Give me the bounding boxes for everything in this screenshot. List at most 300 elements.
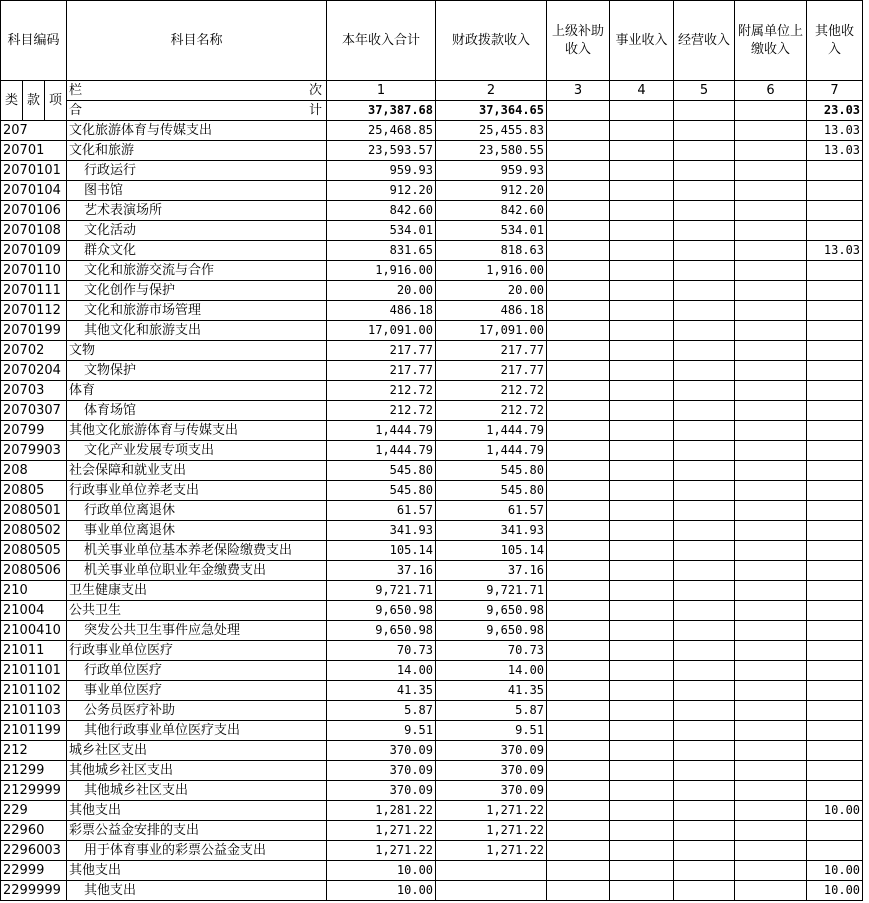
row-other — [807, 341, 863, 361]
row-fiscal: 61.57 — [436, 501, 547, 521]
row-operating — [674, 161, 735, 181]
row-subsidy — [547, 361, 610, 381]
row-code: 2070112 — [1, 301, 67, 321]
row-subsidy — [547, 121, 610, 141]
row-affiliate — [735, 461, 807, 481]
row-total: 1,281.22 — [327, 801, 436, 821]
row-code: 2101102 — [1, 681, 67, 701]
row-code: 2070101 — [1, 161, 67, 181]
row-affiliate — [735, 801, 807, 821]
row-total: 545.80 — [327, 481, 436, 501]
row-operating — [674, 601, 735, 621]
row-name: 事业单位离退休 — [67, 521, 327, 541]
row-fiscal — [436, 861, 547, 881]
row-subsidy — [547, 381, 610, 401]
table-row — [1, 721, 863, 741]
row-name: 用于体育事业的彩票公益金支出 — [67, 841, 327, 861]
row-operating — [674, 701, 735, 721]
row-fiscal: 41.35 — [436, 681, 547, 701]
row-subsidy — [547, 161, 610, 181]
row-fiscal: 1,271.22 — [436, 821, 547, 841]
row-name: 公务员医疗补助 — [67, 701, 327, 721]
row-subsidy — [547, 781, 610, 801]
row-other — [807, 221, 863, 241]
row-name: 文化创作与保护 — [67, 281, 327, 301]
header-name: 科目名称 — [67, 1, 327, 81]
row-operating — [674, 661, 735, 681]
row-operating — [674, 721, 735, 741]
row-fiscal: 9,650.98 — [436, 601, 547, 621]
row-operating — [674, 401, 735, 421]
row-total: 486.18 — [327, 301, 436, 321]
row-affiliate — [735, 621, 807, 641]
row-name: 其他城乡社区支出 — [67, 781, 327, 801]
row-affiliate — [735, 741, 807, 761]
row-name: 其他行政事业单位医疗支出 — [67, 721, 327, 741]
row-other — [807, 321, 863, 341]
row-subsidy — [547, 281, 610, 301]
row-total: 10.00 — [327, 861, 436, 881]
table-row — [1, 201, 863, 221]
row-fiscal: 212.72 — [436, 401, 547, 421]
row-operating — [674, 741, 735, 761]
table-row — [1, 361, 863, 381]
row-other: 13.03 — [807, 121, 863, 141]
row-business — [610, 141, 674, 161]
row-other — [807, 181, 863, 201]
row-affiliate — [735, 261, 807, 281]
row-fiscal: 14.00 — [436, 661, 547, 681]
row-subsidy — [547, 301, 610, 321]
row-name: 体育 — [67, 381, 327, 401]
row-total: 831.65 — [327, 241, 436, 261]
table-row — [1, 701, 863, 721]
row-operating — [674, 441, 735, 461]
row-name: 文化和旅游 — [67, 141, 327, 161]
row-total: 370.09 — [327, 741, 436, 761]
row-name: 其他支出 — [67, 861, 327, 881]
row-business — [610, 661, 674, 681]
row-subsidy — [547, 881, 610, 901]
table-row — [1, 681, 863, 701]
row-total: 545.80 — [327, 461, 436, 481]
row-operating — [674, 261, 735, 281]
lanci-label — [67, 81, 327, 101]
row-subsidy — [547, 821, 610, 841]
row-other — [807, 461, 863, 481]
row-subsidy — [547, 861, 610, 881]
table-row — [1, 241, 863, 261]
row-total: 25,468.85 — [327, 121, 436, 141]
row-fiscal: 9,721.71 — [436, 581, 547, 601]
header-affiliate: 附属单位上缴收入 — [735, 1, 807, 81]
row-operating — [674, 461, 735, 481]
row-fiscal: 37.16 — [436, 561, 547, 581]
row-operating — [674, 181, 735, 201]
row-code: 2070106 — [1, 201, 67, 221]
row-operating — [674, 801, 735, 821]
row-fiscal: 1,444.79 — [436, 441, 547, 461]
row-business — [610, 881, 674, 901]
row-code: 2080506 — [1, 561, 67, 581]
row-subsidy — [547, 701, 610, 721]
row-operating — [674, 281, 735, 301]
table-row — [1, 541, 863, 561]
row-code: 20701 — [1, 141, 67, 161]
row-name: 文化和旅游交流与合作 — [67, 261, 327, 281]
row-code: 2070108 — [1, 221, 67, 241]
row-affiliate — [735, 781, 807, 801]
row-operating — [674, 381, 735, 401]
row-code: 21004 — [1, 601, 67, 621]
row-business — [610, 721, 674, 741]
row-subsidy — [547, 621, 610, 641]
row-business — [610, 261, 674, 281]
row-affiliate — [735, 181, 807, 201]
table-row — [1, 461, 863, 481]
row-name: 其他城乡社区支出 — [67, 761, 327, 781]
row-code: 2101199 — [1, 721, 67, 741]
row-business — [610, 181, 674, 201]
row-total: 1,271.22 — [327, 841, 436, 861]
row-affiliate — [735, 441, 807, 461]
row-fiscal: 842.60 — [436, 201, 547, 221]
row-name: 体育场馆 — [67, 401, 327, 421]
row-affiliate — [735, 121, 807, 141]
row-other — [807, 161, 863, 181]
row-business — [610, 741, 674, 761]
row-business — [610, 621, 674, 641]
row-fiscal: 370.09 — [436, 781, 547, 801]
row-business — [610, 501, 674, 521]
row-code: 21299 — [1, 761, 67, 781]
row-total: 105.14 — [327, 541, 436, 561]
row-business — [610, 161, 674, 181]
row-total: 1,444.79 — [327, 441, 436, 461]
row-operating — [674, 321, 735, 341]
row-affiliate — [735, 381, 807, 401]
row-other — [807, 481, 863, 501]
row-code: 2070307 — [1, 401, 67, 421]
row-name: 公共卫生 — [67, 601, 327, 621]
row-affiliate — [735, 581, 807, 601]
table-row — [1, 401, 863, 421]
row-operating — [674, 201, 735, 221]
row-affiliate — [735, 861, 807, 881]
row-total: 534.01 — [327, 221, 436, 241]
col-number-3: 3 — [547, 81, 610, 101]
row-code: 22999 — [1, 861, 67, 881]
table-row — [1, 601, 863, 621]
row-other — [807, 841, 863, 861]
row-fiscal: 217.77 — [436, 361, 547, 381]
row-fiscal: 1,444.79 — [436, 421, 547, 441]
row-business — [610, 381, 674, 401]
row-code: 2101101 — [1, 661, 67, 681]
table-row — [1, 441, 863, 461]
row-business — [610, 481, 674, 501]
row-business — [610, 641, 674, 661]
row-total: 370.09 — [327, 781, 436, 801]
row-affiliate — [735, 641, 807, 661]
table-row — [1, 741, 863, 761]
header-other: 其他收入 — [807, 1, 863, 81]
row-code: 2296003 — [1, 841, 67, 861]
row-other — [807, 401, 863, 421]
row-other — [807, 781, 863, 801]
row-subsidy — [547, 261, 610, 281]
row-affiliate — [735, 721, 807, 741]
row-business — [610, 401, 674, 421]
row-business — [610, 521, 674, 541]
row-business — [610, 221, 674, 241]
table-row — [1, 621, 863, 641]
row-affiliate — [735, 281, 807, 301]
row-operating — [674, 681, 735, 701]
row-operating — [674, 621, 735, 641]
row-subsidy — [547, 481, 610, 501]
row-fiscal: 534.01 — [436, 221, 547, 241]
row-business — [610, 241, 674, 261]
row-operating — [674, 361, 735, 381]
row-code: 20703 — [1, 381, 67, 401]
row-business — [610, 601, 674, 621]
row-code: 2070204 — [1, 361, 67, 381]
table-row — [1, 801, 863, 821]
row-business — [610, 561, 674, 581]
row-subsidy — [547, 241, 610, 261]
row-total: 341.93 — [327, 521, 436, 541]
row-subsidy — [547, 461, 610, 481]
row-business — [610, 301, 674, 321]
row-fiscal: 912.20 — [436, 181, 547, 201]
row-subsidy — [547, 741, 610, 761]
row-other — [807, 721, 863, 741]
row-affiliate — [735, 681, 807, 701]
row-other: 13.03 — [807, 241, 863, 261]
row-name: 城乡社区支出 — [67, 741, 327, 761]
row-subsidy — [547, 581, 610, 601]
total-label — [67, 101, 327, 121]
col-number-6: 6 — [735, 81, 807, 101]
row-operating — [674, 301, 735, 321]
row-other — [807, 601, 863, 621]
row-name: 其他文化旅游体育与传媒支出 — [67, 421, 327, 441]
ci-label: 次 — [309, 83, 323, 98]
row-name: 文化旅游体育与传媒支出 — [67, 121, 327, 141]
row-code: 2100410 — [1, 621, 67, 641]
row-fiscal: 486.18 — [436, 301, 547, 321]
row-code: 2079903 — [1, 441, 67, 461]
row-affiliate — [735, 761, 807, 781]
row-subsidy — [547, 801, 610, 821]
row-total: 217.77 — [327, 361, 436, 381]
row-affiliate — [735, 301, 807, 321]
row-fiscal: 545.80 — [436, 481, 547, 501]
row-subsidy — [547, 721, 610, 741]
row-total: 5.87 — [327, 701, 436, 721]
row-affiliate — [735, 521, 807, 541]
row-code: 207 — [1, 121, 67, 141]
row-affiliate — [735, 841, 807, 861]
row-operating — [674, 501, 735, 521]
row-affiliate — [735, 601, 807, 621]
row-total: 9.51 — [327, 721, 436, 741]
header-lei: 类 — [1, 81, 23, 121]
row-business — [610, 361, 674, 381]
row-other — [807, 701, 863, 721]
row-fiscal — [436, 881, 547, 901]
table-row — [1, 581, 863, 601]
row-code: 20799 — [1, 421, 67, 441]
table-row — [1, 321, 863, 341]
row-business — [610, 281, 674, 301]
row-business — [610, 441, 674, 461]
table-row — [1, 881, 863, 901]
row-other: 10.00 — [807, 801, 863, 821]
row-name: 机关事业单位基本养老保险缴费支出 — [67, 541, 327, 561]
row-name: 彩票公益金安排的支出 — [67, 821, 327, 841]
row-operating — [674, 881, 735, 901]
row-other — [807, 361, 863, 381]
row-affiliate — [735, 161, 807, 181]
table-row — [1, 301, 863, 321]
row-affiliate — [735, 481, 807, 501]
row-affiliate — [735, 201, 807, 221]
row-other — [807, 541, 863, 561]
total-sum: 37,387.68 — [327, 101, 436, 121]
row-operating — [674, 761, 735, 781]
row-subsidy — [547, 181, 610, 201]
header-code: 科目编码 — [1, 1, 67, 81]
total-other: 23.03 — [807, 101, 863, 121]
row-total: 9,721.71 — [327, 581, 436, 601]
row-name: 文化产业发展专项支出 — [67, 441, 327, 461]
table-row — [1, 661, 863, 681]
total-operating — [674, 101, 735, 121]
row-name: 行政运行 — [67, 161, 327, 181]
row-operating — [674, 861, 735, 881]
total-affiliate — [735, 101, 807, 121]
row-total: 61.57 — [327, 501, 436, 521]
row-other: 10.00 — [807, 881, 863, 901]
row-code: 22960 — [1, 821, 67, 841]
row-other: 10.00 — [807, 861, 863, 881]
row-affiliate — [735, 661, 807, 681]
row-other — [807, 381, 863, 401]
row-total: 10.00 — [327, 881, 436, 901]
row-operating — [674, 641, 735, 661]
row-other — [807, 261, 863, 281]
row-name: 艺术表演场所 — [67, 201, 327, 221]
row-subsidy — [547, 841, 610, 861]
col-number-2: 2 — [436, 81, 547, 101]
row-code: 229 — [1, 801, 67, 821]
row-subsidy — [547, 541, 610, 561]
row-affiliate — [735, 421, 807, 441]
row-other — [807, 661, 863, 681]
row-business — [610, 341, 674, 361]
row-total: 959.93 — [327, 161, 436, 181]
row-operating — [674, 421, 735, 441]
row-total: 912.20 — [327, 181, 436, 201]
row-business — [610, 681, 674, 701]
total-ji: 计 — [309, 103, 323, 118]
row-affiliate — [735, 501, 807, 521]
row-code: 20702 — [1, 341, 67, 361]
header-fiscal: 财政拨款收入 — [436, 1, 547, 81]
header-business: 事业收入 — [610, 1, 674, 81]
row-total: 23,593.57 — [327, 141, 436, 161]
row-affiliate — [735, 701, 807, 721]
row-subsidy — [547, 641, 610, 661]
row-other — [807, 521, 863, 541]
row-name: 社会保障和就业支出 — [67, 461, 327, 481]
table-row — [1, 561, 863, 581]
row-fiscal: 1,271.22 — [436, 841, 547, 861]
table-row — [1, 501, 863, 521]
row-code: 2070110 — [1, 261, 67, 281]
total-subsidy — [547, 101, 610, 121]
row-code: 2070109 — [1, 241, 67, 261]
row-name: 其他支出 — [67, 881, 327, 901]
row-affiliate — [735, 821, 807, 841]
row-name: 文物 — [67, 341, 327, 361]
row-affiliate — [735, 241, 807, 261]
row-name: 行政单位医疗 — [67, 661, 327, 681]
row-other: 13.03 — [807, 141, 863, 161]
row-affiliate — [735, 221, 807, 241]
row-operating — [674, 841, 735, 861]
row-total: 14.00 — [327, 661, 436, 681]
row-subsidy — [547, 141, 610, 161]
col-number-5: 5 — [674, 81, 735, 101]
table-row — [1, 761, 863, 781]
row-code: 2070104 — [1, 181, 67, 201]
col-number-1: 1 — [327, 81, 436, 101]
row-name: 文物保护 — [67, 361, 327, 381]
row-operating — [674, 581, 735, 601]
row-total: 842.60 — [327, 201, 436, 221]
row-fiscal: 70.73 — [436, 641, 547, 661]
table-row — [1, 161, 863, 181]
header-subsidy: 上级补助收入 — [547, 1, 610, 81]
row-code: 2080502 — [1, 521, 67, 541]
row-name: 机关事业单位职业年金缴费支出 — [67, 561, 327, 581]
row-other — [807, 301, 863, 321]
row-other — [807, 641, 863, 661]
row-code: 2080505 — [1, 541, 67, 561]
row-code: 2070199 — [1, 321, 67, 341]
header-kuan: 款 — [23, 81, 45, 121]
lan-label: 栏 — [69, 83, 83, 98]
row-fiscal: 341.93 — [436, 521, 547, 541]
row-fiscal: 370.09 — [436, 761, 547, 781]
table-row — [1, 281, 863, 301]
row-operating — [674, 521, 735, 541]
row-name: 行政单位离退休 — [67, 501, 327, 521]
row-affiliate — [735, 321, 807, 341]
row-other — [807, 761, 863, 781]
row-total: 1,916.00 — [327, 261, 436, 281]
row-business — [610, 201, 674, 221]
row-fiscal: 212.72 — [436, 381, 547, 401]
row-name: 卫生健康支出 — [67, 581, 327, 601]
row-name: 图书馆 — [67, 181, 327, 201]
table-row — [1, 861, 863, 881]
col-number-7: 7 — [807, 81, 863, 101]
row-subsidy — [547, 601, 610, 621]
